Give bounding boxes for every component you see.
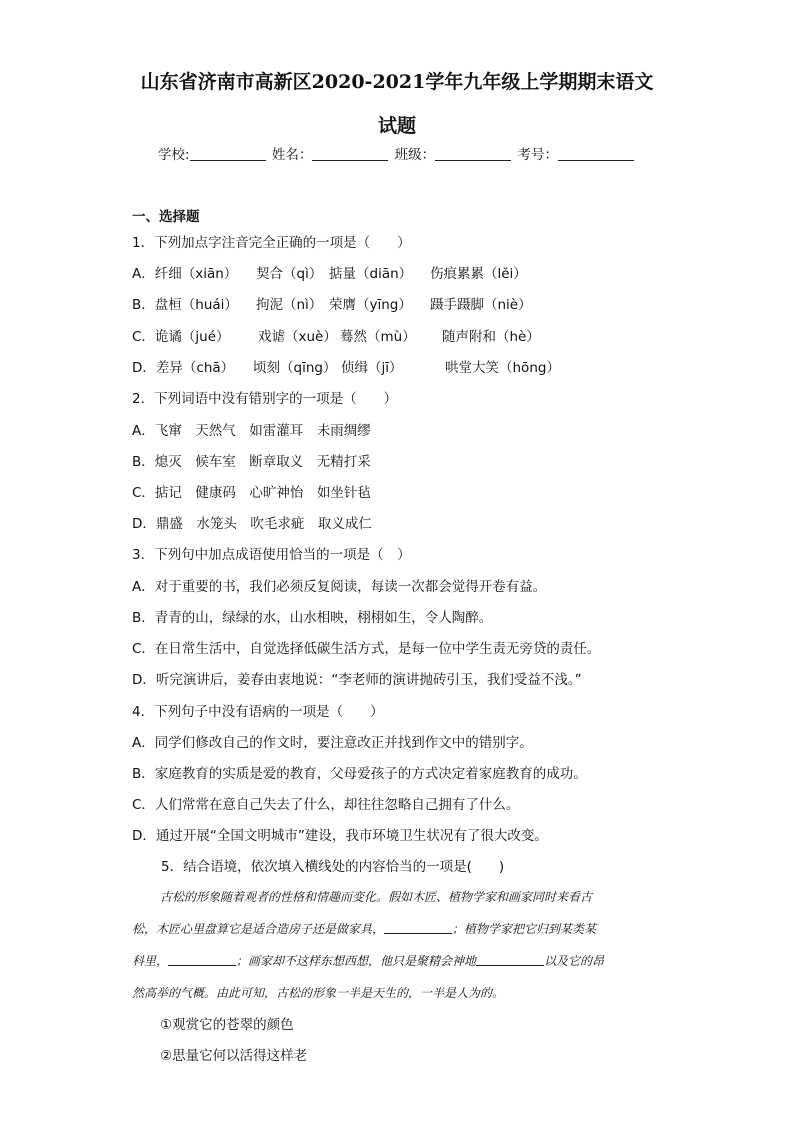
question-1-option-d[interactable] (132, 358, 560, 378)
option-item: 荣膺（yīng） (329, 297, 412, 313)
exam-title-continued: 试题 (377, 115, 416, 137)
question-3-option-d[interactable]: D．听完演讲后，姜春由衷地说：“李老师的演讲抛砖引玉，我们受益不浅。” (132, 672, 582, 688)
number-blank[interactable] (558, 146, 634, 161)
question-2-option-c[interactable]: C．掂记 健康码 心旷神怡 如坐针毡 (132, 485, 371, 501)
option-item: 随声附和（hè） (442, 329, 540, 345)
student-info-row (0, 145, 794, 165)
option-item: A．纤细（xiān） (132, 266, 238, 282)
option-item: C．诡谲（jué） (132, 329, 230, 345)
question-4-option-c[interactable]: C．人们常常在意自己失去了什么，却往往忽略自己拥有了什么。 (132, 797, 520, 813)
option-item: 顷刻（qīng） (253, 360, 337, 376)
school-blank[interactable] (190, 146, 266, 161)
question-3-option-a[interactable]: A．对于重要的书，我们必须反复阅读，每读一次都会觉得开卷有益。 (132, 579, 547, 595)
question-1-stem: 1．下列加点字注音完全正确的一项是（ ） (132, 235, 411, 251)
question-2-option-a[interactable]: A．飞窜 天然气 如雷灌耳 未雨绸缪 (132, 423, 371, 439)
question-2-option-d[interactable]: D．鼎盛 水笼头 吹毛求疵 取义成仁 (132, 516, 372, 532)
question-1-option-b[interactable] (132, 295, 532, 315)
question-2-stem: 2．下列词语中没有错别字的一项是（ ） (132, 391, 398, 407)
class-blank[interactable] (435, 146, 511, 161)
exam-title: 山东省济南市高新区2020-2021学年九年级上学期期末语文 (140, 71, 654, 93)
number-label: 考号： (517, 147, 558, 163)
passage-line (132, 951, 662, 971)
question-4-option-a[interactable]: A．同学们修改自己的作文时，要注意改正并找到作文中的错别字。 (132, 735, 533, 751)
question-3-option-c[interactable]: C．在日常生活中，自觉选择低碳生活方式，是每一位中学生责无旁贷的责任。 (132, 641, 601, 657)
option-item: 契合（qì） (256, 266, 323, 282)
option-item: 掂量（diān） (329, 266, 413, 282)
answer-item-2: ②思量它何以活得这样老 (160, 1048, 308, 1064)
passage-text: ；植物学家把它归到某类某 (452, 922, 597, 936)
fill-blank-1[interactable] (384, 921, 452, 934)
option-item: 蹑手蹑脚（niè） (430, 297, 532, 313)
question-1-option-a[interactable] (132, 264, 527, 284)
passage-text: ；画家却不这样东想西想，他只是聚精会神地 (236, 954, 477, 968)
option-item: B．盘桓（huái） (132, 297, 238, 313)
passage-text: 以及它的昂 (544, 954, 605, 968)
question-2-option-b[interactable]: B．熄灭 候车室 断章取义 无精打采 (132, 454, 371, 470)
passage-line (132, 919, 662, 939)
class-label: 班级： (394, 147, 436, 163)
name-label: 姓名： (271, 147, 313, 163)
section-heading: 一、选择题 (132, 209, 200, 225)
question-3-option-b[interactable]: B．青青的山，绿绿的水，山水相映，栩栩如生，令人陶醉。 (132, 610, 493, 626)
question-5-stem: 5．结合语境，依次填入横线处的内容恰当的一项是( ) (161, 859, 505, 875)
option-item: 侦缉（jī） (341, 360, 403, 376)
passage-text: 松，木匠心里盘算它是适合造房子还是做家具， (132, 922, 385, 936)
name-blank[interactable] (312, 146, 388, 161)
school-label: 学校: (158, 147, 190, 163)
option-item: 哄堂大笑（hōng） (445, 360, 560, 376)
question-4-option-b[interactable]: B．家庭教育的实质是爱的教育，父母爱孩子的方式决定着家庭教育的成功。 (132, 766, 587, 782)
answer-item-1: ①观赏它的苍翠的颜色 (160, 1017, 294, 1033)
option-item: 拘泥（nì） (256, 297, 323, 313)
question-1-option-c[interactable] (132, 327, 540, 347)
passage-line: 然高举的气概。由此可知，古松的形象一半是天生的，一半是人为的。 (132, 986, 505, 1000)
question-3-stem: 3．下列句中加点成语使用恰当的一项是（ ） (132, 547, 411, 563)
passage-line: 古松的形象随着观者的性格和情趣而变化。假如木匠、植物学家和画家同时来看古 (160, 890, 593, 904)
question-4-stem: 4．下列句子中没有语病的一项是（ ） (132, 704, 384, 720)
option-item: 伤痕累累（lěi） (430, 266, 527, 282)
option-item: 戏谑（xuè） (258, 329, 337, 345)
fill-blank-2[interactable] (168, 953, 236, 966)
option-item: 蓦然（mù） (340, 329, 416, 345)
question-4-option-d[interactable]: D．通过开展“全国文明城市”建设，我市环境卫生状况有了很大改变。 (132, 828, 548, 844)
option-item: D．差异（chā） (132, 360, 235, 376)
passage-text: 科里， (132, 954, 169, 968)
fill-blank-3[interactable] (476, 953, 544, 966)
